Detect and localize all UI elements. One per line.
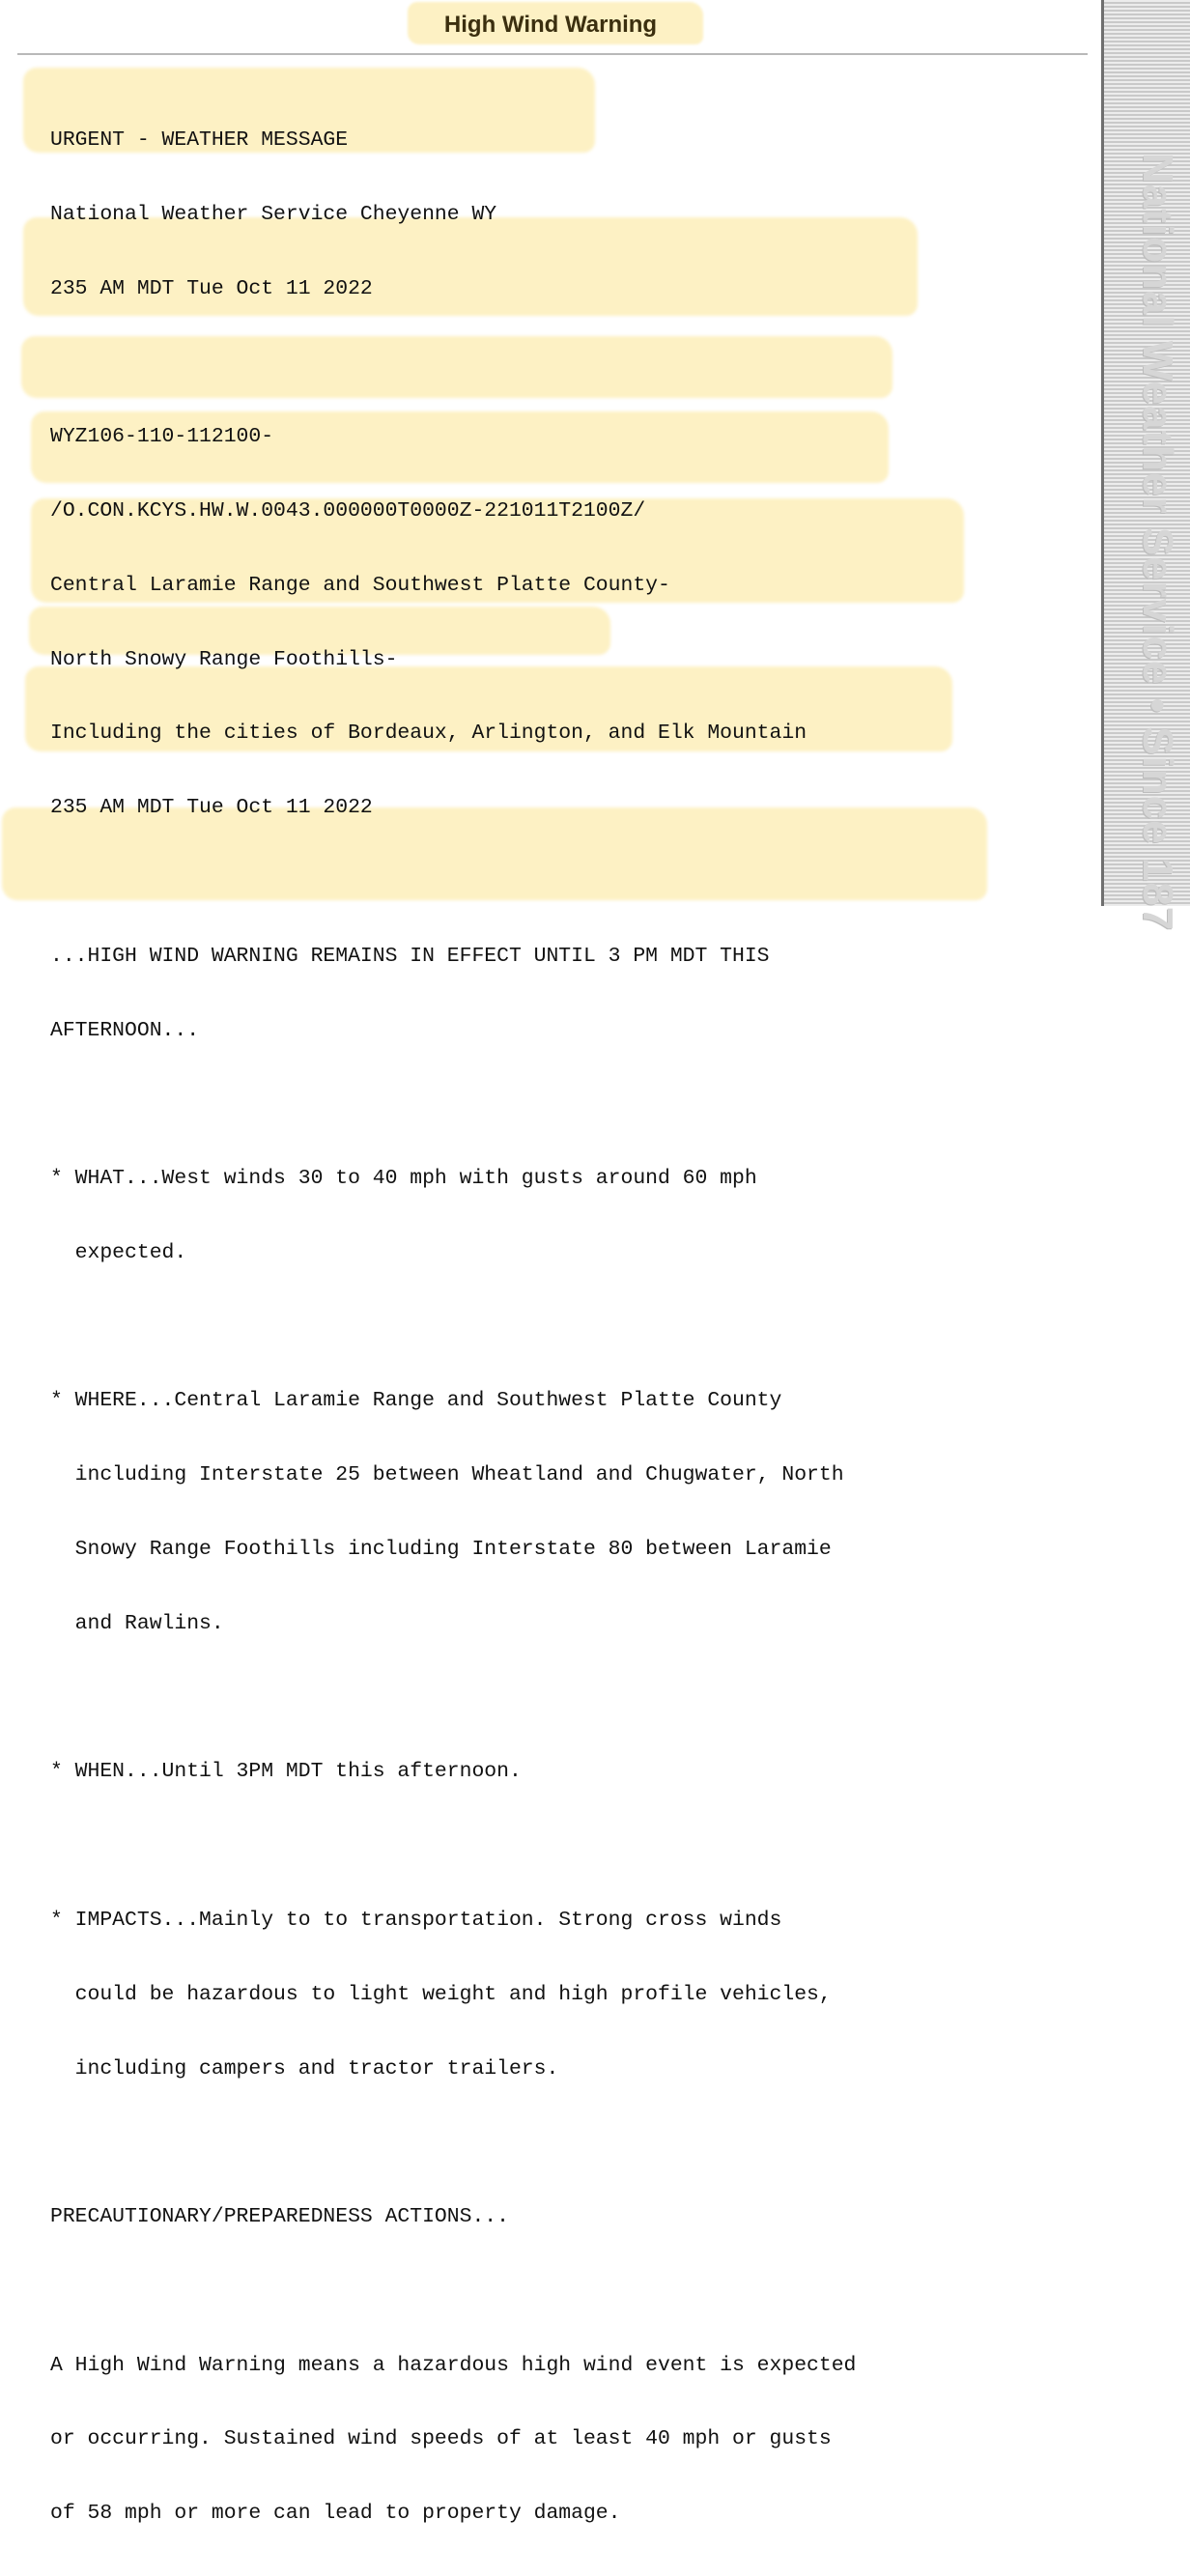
spacer [50,1316,856,1341]
impacts-line: * IMPACTS...Mainly to to transportation. Strong cross winds [50,1908,782,1932]
title-divider [17,53,1088,55]
bulletin-text [50,79,856,2576]
headline-line: ...HIGH WIND WARNING REMAINS IN EFFECT UNTIL 3 PM MDT THIS [50,944,770,968]
when-line: * WHEN...Until 3PM MDT this afternoon. [50,1760,522,1784]
spacer [50,870,856,895]
spacer [50,352,856,377]
sidebar-label: National Weather Service • Since 187 [1134,153,1181,932]
spacer [50,2279,856,2305]
where-line: Snowy Range Foothills including Interstate 80 between Laramie [50,1538,832,1562]
issued-line: 235 AM MDT Tue Oct 11 2022 [50,276,373,300]
definition-line: or occurring. Sustained wind speeds of at least 40 mph or gusts [50,2427,832,2451]
zone-line-1: Central Laramie Range and Southwest Platte County- [50,573,670,597]
office-line: National Weather Service Cheyenne WY [50,202,497,226]
spacer [50,1686,856,1712]
page-title: High Wind Warning [443,12,658,38]
zone-issued-line: 235 AM MDT Tue Oct 11 2022 [50,796,373,820]
where-line: including Interstate 25 between Wheatland and Chugwater, North [50,1463,844,1487]
spacer [50,1834,856,1859]
spacer [50,1092,856,1118]
impacts-line: including campers and tractor trailers. [50,2056,559,2081]
where-line: * WHERE...Central Laramie Range and Southwest Platte County [50,1389,782,1413]
sidebar-banner [1101,0,1190,932]
zone-line-2: North Snowy Range Foothills- [50,647,398,671]
definition-line: A High Wind Warning means a hazardous high wind event is expected [50,2353,857,2377]
spacer [50,2131,856,2156]
headline-line: AFTERNOON... [50,1018,200,1042]
vtec-line: /O.CON.KCYS.HW.W.0043.000000T0000Z-221011T2100Z/ [50,499,646,524]
impacts-line: could be hazardous to light weight and high profile vehicles, [50,1982,832,2006]
urgent-line: URGENT - WEATHER MESSAGE [50,128,349,153]
ugc-line: WYZ106-110-112100- [50,425,274,449]
actions-heading: PRECAUTIONARY/PREPAREDNESS ACTIONS... [50,2205,509,2229]
where-line: and Rawlins. [50,1611,224,1635]
definition-line: of 58 mph or more can lead to property damage. [50,2502,621,2526]
what-line: * WHAT...West winds 30 to 40 mph with gusts around 60 mph [50,1167,757,1191]
cities-line: Including the cities of Bordeaux, Arlington, and Elk Mountain [50,722,808,746]
what-line: expected. [50,1240,187,1264]
